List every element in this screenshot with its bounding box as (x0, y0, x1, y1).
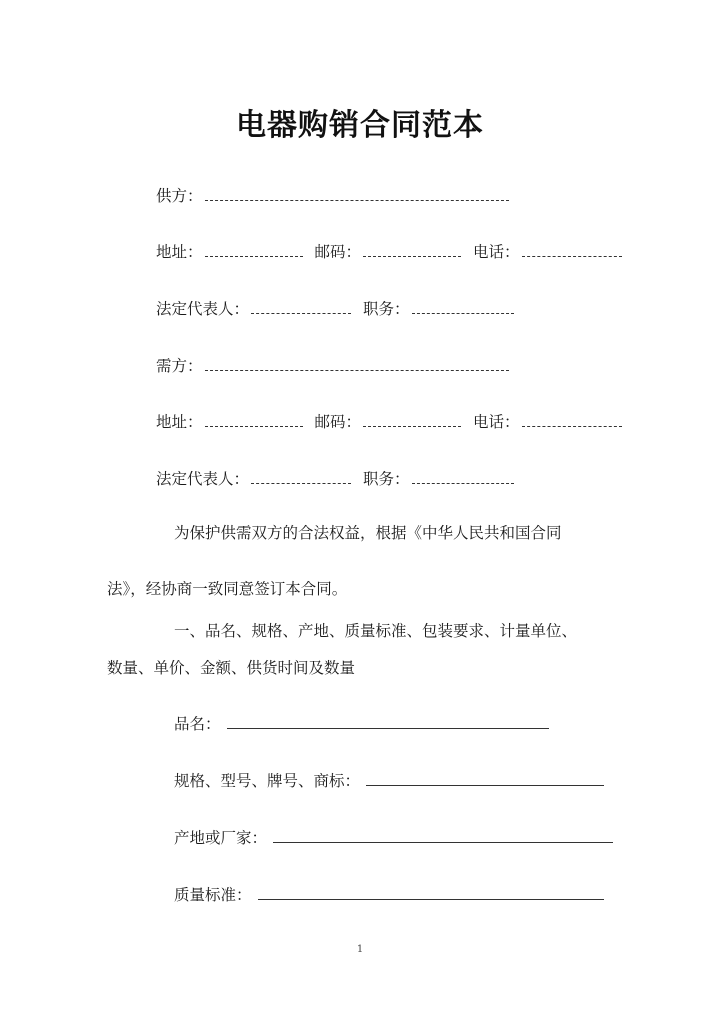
supplier-legal-rep-blank[interactable] (251, 299, 351, 314)
supplier-position-blank[interactable] (412, 299, 514, 314)
buyer-position-blank[interactable] (412, 469, 514, 484)
section-1-heading-line-2: 数量、单价、金额、供货时间及数量 (107, 659, 356, 677)
buyer-label: 需方： (156, 357, 203, 375)
section-1-heading-line-1: 一、品名、规格、产地、质量标准、包装要求、计量单位、 (174, 622, 578, 640)
supplier-rep-row (156, 299, 516, 319)
buyer-phone-label: 电话： (473, 413, 520, 431)
supplier-address-row (156, 242, 624, 262)
buyer-position-label: 职务： (363, 470, 410, 488)
buyer-blank[interactable] (205, 356, 509, 371)
origin-blank[interactable] (273, 828, 613, 843)
product-name-blank[interactable] (227, 714, 549, 729)
supplier-postcode-blank[interactable] (363, 242, 461, 257)
buyer-address-row (156, 412, 624, 432)
origin-row (174, 828, 615, 848)
intro-line-1: 为保护供需双方的合法权益，根据《中华人民共和国合同 (174, 524, 562, 542)
buyer-postcode-label: 邮码： (314, 413, 362, 431)
buyer-postcode-blank[interactable] (363, 412, 461, 427)
intro-line-2: 法》，经协商一致同意签订本合同。 (107, 580, 348, 598)
spec-blank[interactable] (366, 771, 604, 786)
supplier-phone-label: 电话： (473, 243, 520, 261)
page-number: 1 (356, 944, 364, 955)
origin-label: 产地或厂家： (174, 829, 268, 847)
buyer-address-label: 地址： (156, 413, 203, 431)
supplier-postcode-label: 邮码： (314, 243, 362, 261)
supplier-label: 供方： (156, 187, 203, 205)
quality-blank[interactable] (258, 885, 604, 900)
supplier-position-label: 职务： (363, 300, 410, 318)
quality-row (174, 885, 606, 905)
buyer-row (156, 356, 511, 376)
product-name-label: 品名： (174, 715, 221, 733)
buyer-legal-rep-blank[interactable] (251, 469, 351, 484)
buyer-phone-blank[interactable] (522, 412, 622, 427)
spec-row (174, 771, 606, 791)
supplier-phone-blank[interactable] (522, 242, 622, 257)
supplier-legal-rep-label: 法定代表人： (156, 300, 250, 318)
quality-label: 质量标准： (174, 886, 252, 904)
supplier-address-label: 地址： (156, 243, 203, 261)
document-title: 电器购销合同范本 (236, 108, 484, 143)
product-name-row (174, 714, 551, 734)
supplier-blank[interactable] (205, 186, 509, 201)
buyer-legal-rep-label: 法定代表人： (156, 470, 250, 488)
buyer-address-blank[interactable] (205, 412, 303, 427)
supplier-row (156, 186, 511, 206)
spec-label: 规格、型号、牌号、商标： (174, 772, 361, 790)
buyer-rep-row (156, 469, 516, 489)
supplier-address-blank[interactable] (205, 242, 303, 257)
